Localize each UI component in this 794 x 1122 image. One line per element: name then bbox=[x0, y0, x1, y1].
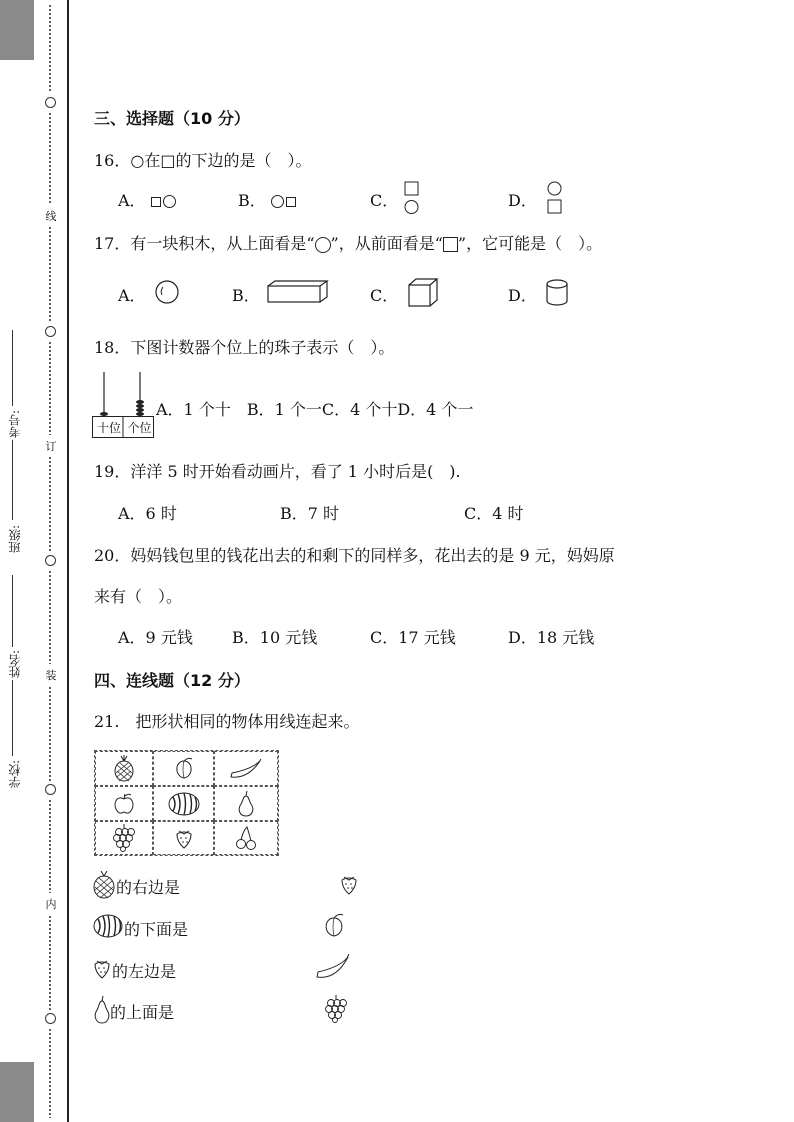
q20-stem-line1: 20．妈妈钱包里的钱花出去的和剩下的同样多，花出去的是 9 元，妈妈原 bbox=[94, 546, 615, 565]
q17-stem bbox=[94, 231, 602, 254]
q20-option-d[interactable]: D．18 元钱 bbox=[508, 628, 595, 647]
q16-stem: 16．○在□的下边的是（ ）。 bbox=[94, 151, 312, 170]
margin-char-ding: 订 bbox=[45, 440, 57, 453]
abacus-label-tens: 十位 bbox=[96, 421, 121, 435]
q21-stem: 21. 把形状相同的物体用线连起来。 bbox=[94, 712, 360, 731]
q16-a-label: A． bbox=[118, 191, 146, 210]
match-prompt-above: 的上面是 bbox=[110, 1003, 175, 1022]
grid-cell-grapes bbox=[95, 821, 153, 855]
circle-icon bbox=[315, 237, 331, 253]
q17-stem-mid: ”，从前面看是“ bbox=[330, 234, 443, 253]
strawberry-icon bbox=[92, 957, 112, 979]
pear-icon bbox=[92, 995, 112, 1025]
cut-circle-icon bbox=[45, 326, 56, 337]
exam-no-label: 考号: bbox=[8, 410, 22, 439]
square-icon bbox=[443, 237, 458, 252]
grid-cell-apple bbox=[95, 786, 153, 821]
class-blank bbox=[12, 440, 13, 520]
q16-option-d[interactable] bbox=[508, 188, 537, 211]
cut-circle-icon bbox=[45, 97, 56, 108]
grid-cell-pineapple bbox=[95, 751, 153, 786]
grapes-icon[interactable] bbox=[324, 994, 348, 1024]
margin-char-xian: 线 bbox=[45, 210, 57, 223]
cylinder-icon bbox=[544, 277, 570, 309]
strawberry-icon[interactable] bbox=[338, 872, 360, 896]
exam-no-blank bbox=[12, 330, 13, 406]
q17-a-label[interactable]: A． bbox=[118, 286, 146, 305]
q17-stem-post: ”，它可能是（ ）。 bbox=[457, 234, 603, 253]
peach-icon[interactable] bbox=[320, 912, 348, 940]
q17-c-label[interactable]: C． bbox=[370, 286, 399, 305]
q18-stem: 18．下图计数器个位上的珠子表示（ ）。 bbox=[94, 338, 395, 357]
cut-circle-icon bbox=[45, 784, 56, 795]
name-label: 姓名: bbox=[8, 650, 22, 679]
grid-cell-peach bbox=[153, 751, 214, 786]
margin-char-nei: 内 bbox=[45, 898, 57, 911]
q19-option-a[interactable]: A．6 时 bbox=[118, 504, 177, 523]
fruit-grid bbox=[94, 750, 279, 856]
section4-title: 四、连线题（12 分） bbox=[94, 671, 250, 690]
q17-stem-pre: 17．有一块积木，从上面看是“ bbox=[94, 234, 315, 253]
dotted-cut-line bbox=[44, 0, 58, 1122]
grid-cell-watermelon bbox=[153, 786, 214, 821]
circle-icon bbox=[163, 195, 176, 208]
q19-option-c[interactable]: C．4 时 bbox=[464, 504, 524, 523]
watermelon-icon bbox=[92, 913, 124, 939]
q20-option-a[interactable]: A．9 元钱 bbox=[118, 628, 193, 647]
cuboid-icon bbox=[266, 279, 330, 305]
grid-cell-banana bbox=[214, 751, 278, 786]
q16-c-label: C． bbox=[370, 191, 399, 210]
q20-stem-line2: 来有（ ）。 bbox=[94, 587, 183, 606]
pear-icon bbox=[235, 790, 257, 818]
q19-option-b[interactable]: B．7 时 bbox=[280, 504, 340, 523]
banana-icon[interactable] bbox=[314, 952, 352, 982]
class-label: 班级: bbox=[8, 525, 22, 554]
match-prompt-left-of: 的左边是 bbox=[112, 962, 177, 981]
q20-option-c[interactable]: C．17 元钱 bbox=[370, 628, 456, 647]
cube-icon bbox=[407, 277, 439, 309]
q18-options[interactable]: A．1 个十 B．1 个一C．4 个十D．4 个一 bbox=[156, 400, 474, 419]
q20-option-b[interactable]: B．10 元钱 bbox=[232, 628, 318, 647]
q16-option-b[interactable] bbox=[238, 188, 296, 211]
grid-cell-cherry bbox=[214, 821, 278, 855]
cut-circle-icon bbox=[45, 1013, 56, 1024]
pineapple-icon bbox=[111, 755, 137, 783]
school-label: 学校: bbox=[8, 760, 22, 789]
peach-icon bbox=[171, 756, 197, 782]
binding-margin bbox=[0, 0, 68, 1122]
strawberry-icon bbox=[173, 826, 195, 850]
binding-line bbox=[67, 0, 69, 1122]
pineapple-icon bbox=[92, 871, 116, 899]
grid-cell-strawberry bbox=[153, 821, 214, 855]
q16-option-a[interactable] bbox=[118, 188, 176, 211]
q16-d-label: D． bbox=[508, 191, 537, 210]
banana-icon bbox=[228, 757, 264, 781]
abacus-label-ones: 个位 bbox=[127, 421, 152, 435]
square-icon bbox=[151, 197, 161, 207]
q17-b-label[interactable]: B． bbox=[232, 286, 260, 305]
q19-stem: 19．洋洋 5 时开始看动画片，看了 1 小时后是( ). bbox=[94, 462, 461, 481]
square-icon bbox=[286, 197, 296, 207]
match-prompt-below: 的下面是 bbox=[124, 920, 189, 939]
apple-icon bbox=[111, 791, 137, 817]
q17-d-label[interactable]: D． bbox=[508, 286, 537, 305]
watermelon-icon bbox=[167, 791, 201, 817]
margin-char-zhuang: 装 bbox=[45, 669, 57, 682]
school-blank bbox=[12, 680, 13, 756]
square-above-circle-icon bbox=[403, 181, 421, 215]
q16-b-label: B． bbox=[238, 191, 266, 210]
circle-above-square-icon bbox=[546, 181, 564, 215]
circle-icon bbox=[271, 195, 284, 208]
match-prompt-right-of: 的右边是 bbox=[116, 878, 181, 897]
cherry-icon bbox=[234, 825, 258, 851]
q16-option-c[interactable] bbox=[370, 188, 398, 211]
sphere-icon bbox=[154, 279, 180, 305]
cut-circle-icon bbox=[45, 555, 56, 566]
grapes-icon bbox=[112, 824, 136, 852]
grid-cell-pear bbox=[214, 786, 278, 821]
name-blank bbox=[12, 575, 13, 647]
section3-title: 三、选择题（10 分） bbox=[94, 109, 250, 128]
